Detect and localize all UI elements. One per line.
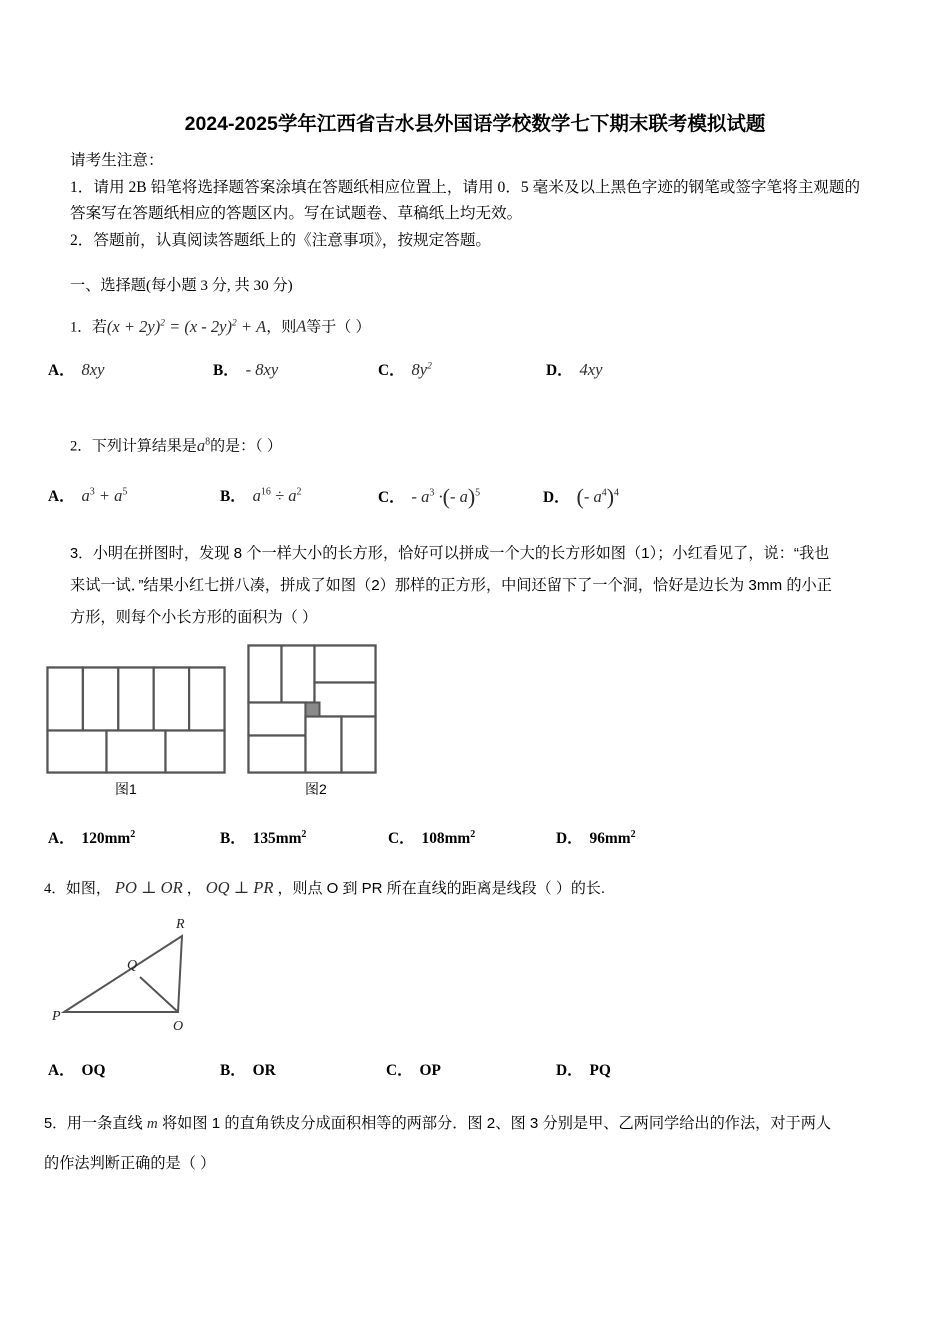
option-value: $96mm^2$ bbox=[589, 828, 636, 847]
question-4-stem-post: ，则点 O 到 PR 所在直线的距离是线段（ ）的长. bbox=[277, 880, 605, 897]
option-value: 8xy bbox=[81, 360, 105, 379]
vertex-label-o: O bbox=[173, 1019, 184, 1033]
vertex-label-q: Q bbox=[127, 958, 138, 973]
question-3-line-2: 来试一试．”结果小红七拼八凑，拼成了如图（2）那样的正方形，中间还留下了一个洞，恰好是边长为 3mm 的小正 bbox=[70, 577, 832, 594]
question-1-option-a[interactable] bbox=[48, 358, 104, 380]
option-value: PQ bbox=[589, 1062, 611, 1079]
question-2-option-c[interactable] bbox=[378, 484, 480, 510]
option-value: 4xy bbox=[579, 360, 603, 379]
option-value: - $a^3$ ·(- a)$^5$ bbox=[411, 484, 481, 509]
question-3-options bbox=[48, 826, 908, 856]
option-label: D． bbox=[556, 1062, 583, 1079]
question-4-math-2: OQ ⊥ PR bbox=[205, 878, 274, 897]
option-label: C． bbox=[388, 830, 415, 847]
question-3-option-d[interactable] bbox=[556, 826, 636, 848]
question-4-options bbox=[48, 1058, 908, 1088]
question-1-number: 1． bbox=[70, 319, 92, 336]
option-label: D． bbox=[556, 830, 583, 847]
figure-1-caption: 图1 bbox=[115, 781, 137, 797]
question-5-line-variable: m bbox=[146, 1116, 158, 1132]
section-heading-multiple-choice: 一、选择题(每小题 3 分, 共 30 分) bbox=[70, 277, 293, 294]
question-4-option-c[interactable] bbox=[386, 1058, 441, 1080]
question-1-stem bbox=[70, 310, 370, 342]
question-1-variable: A bbox=[296, 316, 307, 336]
question-1-option-d[interactable] bbox=[546, 358, 602, 380]
option-label: A． bbox=[48, 362, 75, 379]
question-3-line-1: 3．小明在拼图时，发现 8 个一样大小的长方形，恰好可以拼成一个大的长方形如图（1）；小红看见了，说：“我也 bbox=[70, 545, 830, 562]
option-value: OQ bbox=[81, 1062, 106, 1079]
option-label: A． bbox=[48, 1062, 75, 1079]
question-5-number: 5． bbox=[44, 1116, 67, 1132]
candidate-notice-block bbox=[70, 148, 882, 254]
page-title: 2024-2025学年江西省吉水县外国语学校数学七下期末联考模拟试题 bbox=[184, 113, 766, 135]
question-4-stem-pre: 如图， bbox=[65, 880, 111, 897]
question-4-number: 4． bbox=[44, 881, 66, 897]
question-2-options bbox=[48, 484, 908, 514]
option-value: (- $a^4)^4$ bbox=[576, 484, 620, 509]
question-3-option-c[interactable] bbox=[388, 826, 475, 848]
option-label: B． bbox=[220, 488, 246, 505]
question-4-option-d[interactable] bbox=[556, 1058, 611, 1080]
option-value: OR bbox=[252, 1062, 276, 1079]
notice-item-1: 1．请用 2B 铅笔将选择题答案涂填在答题纸相应位置上，请用 0．5 毫米及以上黑色字迹的钢笔或签字笔将主观题的 bbox=[70, 178, 861, 196]
question-5-stem bbox=[44, 1104, 904, 1184]
question-5-line-2: 的作法判断正确的是（ ） bbox=[44, 1155, 216, 1172]
figure-1-svg bbox=[46, 666, 226, 774]
option-label: C． bbox=[378, 362, 405, 379]
question-3-figure-2 bbox=[247, 644, 377, 774]
question-4-math-1: PO ⊥ OR bbox=[114, 878, 183, 897]
option-value: $108mm^2$ bbox=[421, 828, 476, 847]
question-3-figure-1 bbox=[46, 666, 226, 774]
option-label: A． bbox=[48, 830, 75, 847]
question-1-stem-mid: ，则 bbox=[266, 318, 297, 336]
vertex-label-p: P bbox=[52, 1009, 61, 1024]
option-label: B． bbox=[213, 362, 239, 379]
option-value: $8y^2$ bbox=[411, 360, 432, 379]
question-2-option-d[interactable] bbox=[543, 484, 619, 510]
option-label: B． bbox=[220, 1062, 246, 1079]
question-4-option-a[interactable] bbox=[48, 1058, 105, 1080]
question-3-option-b[interactable] bbox=[220, 826, 306, 848]
question-2-formula: $a^8$ bbox=[196, 435, 211, 455]
option-value: OP bbox=[419, 1062, 441, 1079]
option-value: $135mm^2$ bbox=[252, 828, 307, 847]
question-4-figure bbox=[52, 908, 232, 1033]
question-3-stem bbox=[70, 538, 890, 634]
question-4-stem bbox=[44, 874, 605, 903]
question-1-stem-post: 等于（ ） bbox=[306, 318, 371, 336]
question-3-option-a[interactable] bbox=[48, 826, 135, 848]
option-value: $a^3 + a^5$ bbox=[81, 486, 128, 505]
figure-2-svg bbox=[247, 644, 377, 774]
question-1-options bbox=[48, 358, 908, 388]
question-5-line-1: 5．用一条直线 m 将如图 1 的直角铁皮分成面积相等的两部分．图 2、图 3 分别是甲、乙两同学给出的作法，对于两人 bbox=[44, 1115, 832, 1132]
figure-2-hole-square bbox=[306, 703, 320, 717]
question-4-option-b[interactable] bbox=[220, 1058, 276, 1080]
option-value: $120mm^2$ bbox=[81, 828, 136, 847]
option-label: C． bbox=[378, 489, 405, 506]
question-1-stem-pre: 若 bbox=[91, 318, 107, 336]
option-label: B． bbox=[220, 830, 246, 847]
notice-heading: 请考生注意： bbox=[70, 152, 164, 169]
question-2-option-a[interactable] bbox=[48, 484, 127, 506]
vertex-label-r: R bbox=[176, 917, 185, 932]
triangle-figure-svg bbox=[52, 908, 232, 1033]
notice-item-2: 2．答题前，认真阅读答题纸上的《注意事项》，按规定答题。 bbox=[70, 231, 492, 249]
notice-item-1-cont: 答案写在答题纸相应的答题区内。写在试题卷、草稿纸上均无效。 bbox=[70, 205, 523, 222]
question-3-line-3: 方形，则每个小长方形的面积为（ ） bbox=[70, 609, 318, 626]
option-label: D． bbox=[546, 362, 573, 379]
option-label: C． bbox=[386, 1062, 413, 1079]
question-2-option-b[interactable] bbox=[220, 484, 301, 506]
question-1-option-c[interactable] bbox=[378, 358, 432, 380]
option-value: $a^{16} \div a^2$ bbox=[252, 486, 302, 505]
question-2-number: 2． bbox=[70, 438, 92, 455]
question-4-comma: ， bbox=[186, 880, 202, 897]
figure-2-caption: 图2 bbox=[305, 781, 327, 797]
option-value: - 8xy bbox=[245, 360, 279, 379]
question-3-number: 3． bbox=[70, 546, 93, 562]
question-2-stem bbox=[70, 428, 282, 461]
segment-oq bbox=[140, 977, 178, 1012]
question-2-stem-pre: 下列计算结果是 bbox=[91, 437, 197, 455]
option-label: D． bbox=[543, 489, 570, 506]
option-label: A． bbox=[48, 488, 75, 505]
question-1-formula: $(x + 2y)^2 = (x - 2y)^2 + A$ bbox=[106, 316, 267, 336]
question-1-option-b[interactable] bbox=[213, 358, 278, 380]
question-2-stem-post: 的是：（ ） bbox=[210, 437, 282, 455]
